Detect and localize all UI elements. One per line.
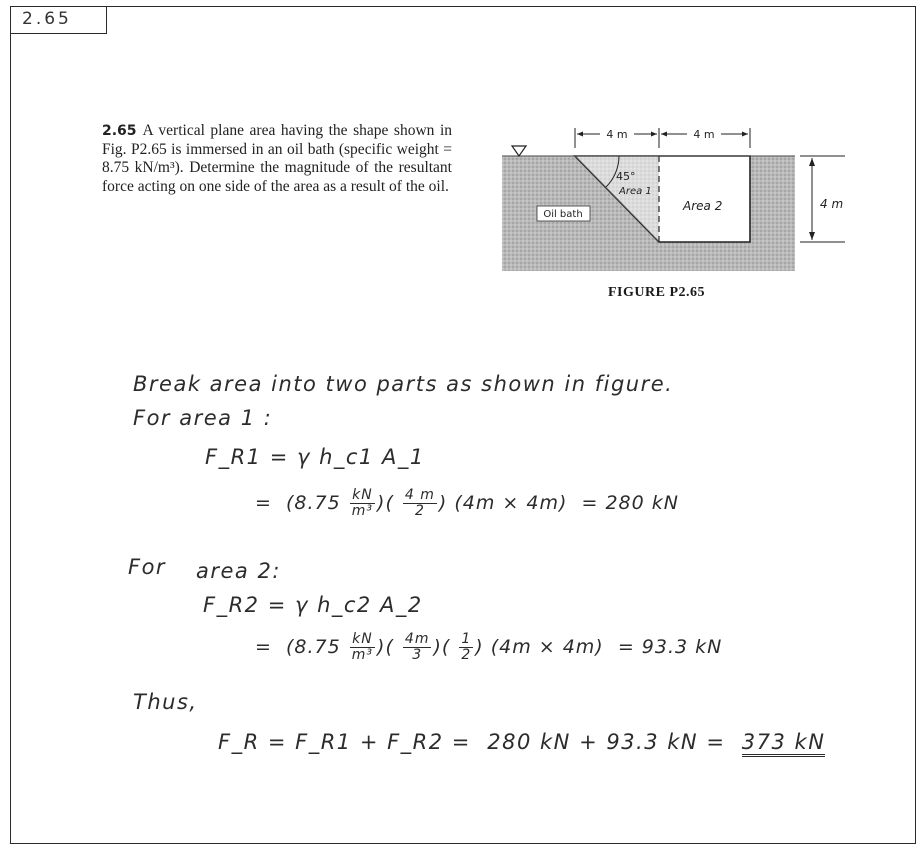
thus-label: Thus, [133,690,198,714]
equals-sign: = [255,636,272,658]
centroid-depth-fraction: $\frac{4m}{3}$ [404,631,430,663]
problem-statement [102,122,452,196]
area-1-formula: F_R1 = γ h_c1 A_1 [205,445,425,469]
area-2-heading: area 2: [196,559,281,583]
area-2-formula: F_R2 = γ h_c2 A_2 [203,593,423,617]
area-1-heading: For area 1 : [133,406,273,430]
dim-top-left: 4 m [606,128,628,141]
area-2-heading-for: For [128,555,167,579]
area-1-calculation: = (8.75 $\frac{kN}{\text{m³}}$ )( $\frac{4 m}{2}$ ) (4m × 4m) = 280 kN [255,487,679,519]
equals-sign: = [255,492,272,514]
final-equation-lhs: F_R = F_R1 + F_R2 = [218,730,471,754]
area-1-result: = 280 kN [581,492,679,514]
area-value: (4m × 4m) [454,492,568,514]
problem-tab-label: 2.65 [10,6,107,34]
centroid-depth-fraction: $\frac{4 m}{2}$ [404,487,435,519]
problem-number: 2.65 [102,123,137,139]
dim-depth: 4 m [820,197,844,211]
final-equation [218,730,825,754]
gamma-value: (8.75 [286,492,341,514]
problem-body: A vertical plane area having the shape shown in Fig. P2.65 is immersed in an oil bath (specific weight = 8.75 kN/m³). Determine the magnitude of the resultant force acting on one side of the area as a result of the oil. [102,122,452,195]
area-value: (4m × 4m) [490,636,604,658]
figure-p2-65 [500,126,860,276]
final-equation-mid: 280 kN + 93.3 kN = [487,730,726,754]
area-2-result: = 93.3 kN [617,636,723,658]
free-surface-icon [512,146,526,156]
dim-top-right: 4 m [693,128,715,141]
angle-label: 45° [616,170,636,183]
final-answer: 373 kN [742,730,826,757]
oil-bath-label: Oil bath [543,209,583,220]
half-fraction: $\frac{1}{2}$ [461,631,472,663]
gamma-value: (8.75 [286,636,341,658]
unit-fraction: $\frac{kN}{\text{m³}}$ [351,631,374,663]
area-2-label: Area 2 [683,199,723,213]
unit-fraction: $\frac{kN}{\text{m³}}$ [351,487,374,519]
figure-caption: FIGURE P2.65 [608,285,705,300]
area-2-calculation: = (8.75 $\frac{kN}{\text{m³}}$ )( $\frac{4m}{3}$ )( $\frac{1}{2}$ ) (4m × 4m) = 93.3 kN [255,631,723,663]
solution-intro: Break area into two parts as shown in figure. [133,372,674,396]
area-1-label: Area 1 [619,186,652,197]
